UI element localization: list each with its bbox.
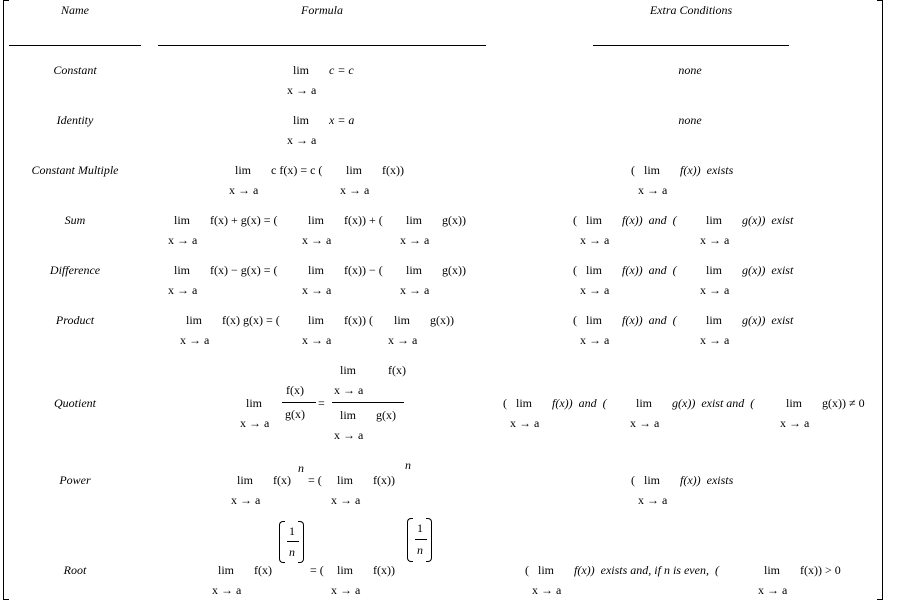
lim-op: lim [786,396,803,410]
power-rhs-exponent: n [405,458,411,472]
lim-op: lim [308,213,325,227]
lim-op: lim [586,213,603,227]
row-product-formula-3: g(x)) [430,313,454,327]
quotient-left-denominator: g(x) [285,407,305,421]
left-bracket [3,0,9,600]
cond-paren: ( [573,313,577,327]
quotient-left-numerator: f(x) [286,383,304,397]
lim-sub: x → a [580,333,610,347]
row-product-condition-1: f(x)) and ( [622,313,677,327]
lim-sub: x → a [340,183,370,197]
fraction-bar [282,402,316,403]
lim-op: lim [538,563,555,577]
lim-sub: x → a [388,333,418,347]
lim-sub: x → a [229,183,259,197]
lim-op: lim [246,396,263,410]
row-sum-formula-2: f(x)) + ( [344,213,383,227]
lim-op: lim [337,473,354,487]
cond-paren: ( [631,473,635,487]
row-root-name: Root [63,563,87,577]
root-rhs-exp-denominator: n [417,543,423,557]
row-constmult-condition: f(x)) exists [680,163,734,177]
lim-sub: x → a [638,183,668,197]
lim-op: lim [706,213,723,227]
quotient-equals: = [318,396,325,410]
lim-sub: x → a [302,233,332,247]
lim-op: lim [406,213,423,227]
row-sum-condition-1: f(x)) and ( [622,213,677,227]
lim-op: lim [174,263,191,277]
cond-paren: ( [631,163,635,177]
lim-op: lim [586,263,603,277]
header-name: Name [61,3,89,17]
power-equals: = ( [308,473,322,487]
row-identity-formula: x = a [329,113,355,127]
row-constant-condition: none [678,63,702,77]
quotient-right-numerator: f(x) [388,363,406,377]
lim-sub: x → a [331,583,361,597]
cond-paren: ( [525,563,529,577]
lim-sub: x → a [630,416,660,430]
row-product-formula-2: f(x)) ( [344,313,373,327]
row-difference-formula-3: g(x)) [442,263,466,277]
lim-sub: x → a [331,493,361,507]
lim-op: lim [406,263,423,277]
row-constmult-formula-1: c f(x) = c ( [271,163,323,177]
right-bracket [877,0,883,600]
lim-op: lim [293,113,310,127]
root-rhs: f(x)) [373,563,395,577]
row-identity-name: Identity [56,113,94,127]
lim-op: lim [340,408,357,422]
lim-op: lim [394,313,411,327]
lim-sub: x → a [212,583,242,597]
lim-sub: x → a [532,583,562,597]
lim-op: lim [706,263,723,277]
row-product-condition-2: g(x)) exist [742,313,794,327]
row-sum-condition-2: g(x)) exist [742,213,794,227]
lim-sub: x → a [231,493,261,507]
lim-op: lim [586,313,603,327]
power-rhs: f(x)) [373,473,395,487]
lim-sub: x → a [700,333,730,347]
header-rule-formula [158,45,486,46]
cond-paren: ( [573,213,577,227]
row-root-condition-2: f(x)) > 0 [800,563,841,577]
row-quotient-name: Quotient [54,396,96,410]
row-identity-condition: none [678,113,702,127]
exponent-paren-right [426,518,432,562]
lim-sub: x → a [510,416,540,430]
root-exp-numerator: 1 [289,524,295,538]
lim-sub: x → a [168,283,198,297]
root-exp-denominator: n [289,545,295,559]
lim-op: lim [218,563,235,577]
row-sum-name: Sum [64,213,86,227]
lim-op: lim [346,163,363,177]
row-power-name: Power [59,473,91,487]
row-product-name: Product [55,313,95,327]
lim-sub: x → a [240,416,270,430]
lim-op: lim [644,473,661,487]
lim-op: lim [636,396,653,410]
row-difference-condition-2: g(x)) exist [742,263,794,277]
row-difference-formula-1: f(x) − g(x) = ( [210,263,278,277]
root-base: f(x) [254,563,272,577]
header-formula: Formula [301,3,343,17]
root-equals: = ( [310,563,324,577]
row-difference-formula-2: f(x)) − ( [344,263,383,277]
lim-op: lim [764,563,781,577]
row-constmult-formula-2: f(x)) [382,163,404,177]
lim-sub: x → a [334,428,364,442]
lim-sub: x → a [180,333,210,347]
row-constmult-name: Constant Multiple [31,163,119,177]
row-quotient-condition-3: g(x)) ≠ 0 [822,396,865,410]
fraction-bar [332,402,404,403]
power-base: f(x) [273,473,291,487]
lim-sub: x → a [700,283,730,297]
lim-sub: x → a [700,233,730,247]
header-rule-conditions [593,45,789,46]
header-rule-name [9,45,141,46]
cond-paren: ( [503,396,507,410]
lim-sub: x → a [758,583,788,597]
quotient-right-denominator: g(x) [376,408,396,422]
power-exponent: n [298,461,304,475]
row-constant-name: Constant [53,63,97,77]
lim-op: lim [516,396,533,410]
lim-sub: x → a [334,383,364,397]
lim-op: lim [186,313,203,327]
lim-op: lim [235,163,252,177]
lim-sub: x → a [287,83,317,97]
lim-op: lim [237,473,254,487]
lim-sub: x → a [400,283,430,297]
lim-sub: x → a [400,233,430,247]
lim-sub: x → a [302,333,332,347]
row-quotient-condition-1: f(x)) and ( [552,396,607,410]
row-difference-condition-1: f(x)) and ( [622,263,677,277]
header-conditions: Extra Conditions [649,3,733,17]
lim-sub: x → a [580,283,610,297]
cond-paren: ( [573,263,577,277]
root-rhs-exp-numerator: 1 [417,521,423,535]
row-sum-formula-1: f(x) + g(x) = ( [210,213,278,227]
lim-op: lim [308,263,325,277]
lim-sub: x → a [638,493,668,507]
lim-op: lim [293,63,310,77]
lim-sub: x → a [580,233,610,247]
row-power-condition: f(x)) exists [680,473,734,487]
lim-op: lim [308,313,325,327]
row-quotient-condition-2: g(x)) exist and ( [672,396,755,410]
row-root-condition-1: f(x)) exists and, if n is even, ( [574,563,719,577]
lim-op: lim [340,363,357,377]
lim-op: lim [706,313,723,327]
row-product-formula-1: f(x) g(x) = ( [222,313,280,327]
lim-sub: x → a [780,416,810,430]
row-sum-formula-3: g(x)) [442,213,466,227]
exponent-paren-right [298,521,304,563]
lim-op: lim [174,213,191,227]
exponent-paren-left [279,521,285,563]
exponent-paren-left [407,518,413,562]
row-constant-formula: c = c [329,63,354,77]
lim-sub: x → a [287,133,317,147]
lim-sub: x → a [168,233,198,247]
lim-op: lim [337,563,354,577]
row-difference-name: Difference [49,263,101,277]
lim-op: lim [644,163,661,177]
lim-sub: x → a [302,283,332,297]
